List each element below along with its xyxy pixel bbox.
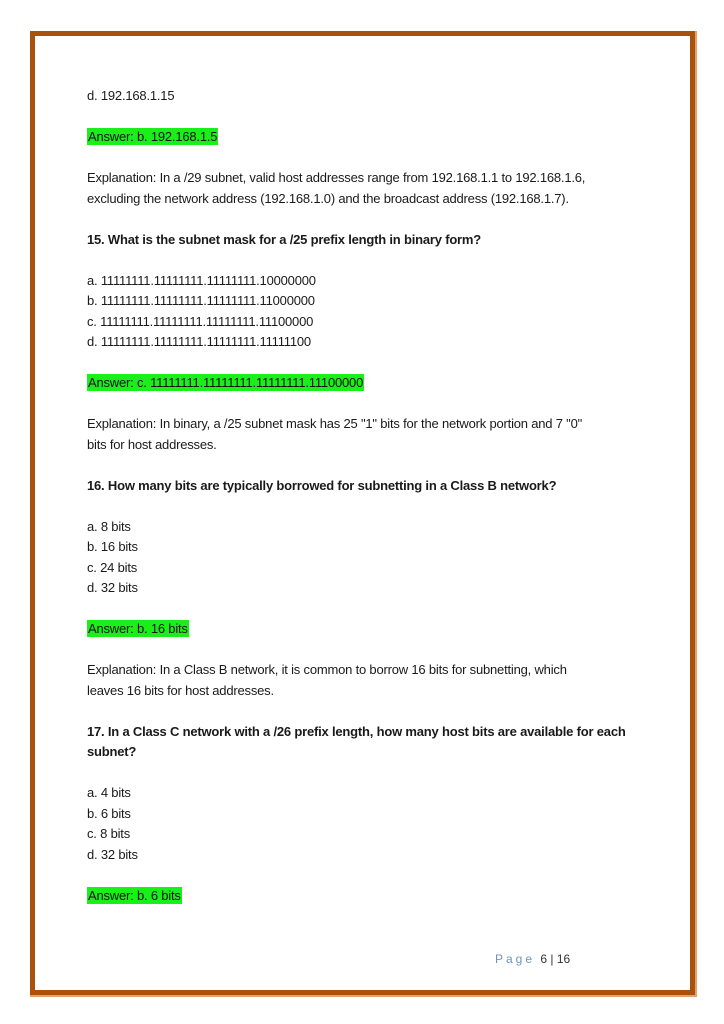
page-label: Page [495,952,536,966]
explanation-line: excluding the network address (192.168.1.0) and the broadcast address (192.168.1.7). [87,190,569,206]
page-footer [495,952,570,966]
page-content [87,86,667,906]
question-15: 15. What is the subnet mask for a /25 prefix length in binary form? [87,231,482,247]
answer-highlight: Answer: b. 192.168.1.5 [88,129,218,144]
option-b: b. 11111111.11111111.11111111.11000000 [87,293,315,308]
explanation-line: bits for host addresses. [87,436,217,452]
answer-line [87,886,667,907]
total-pages: 16 [556,952,571,966]
page-separator: | [550,952,554,966]
answer-highlight: Answer: b. 6 bits [88,887,181,903]
option-d: d. 11111111.11111111.11111111.11111100 [87,334,311,349]
option-c: c. 11111111.11111111.11111111.11100000 [87,313,314,329]
option-a: a. 8 bits [87,518,131,534]
option-c: c. 8 bits [87,826,130,841]
explanation-line: leaves 16 bits for host addresses. [87,682,274,698]
answer-line [87,619,667,640]
explanation-line: Explanation: In a Class B network, it is common to borrow 16 bits for subnetting, which [87,662,567,677]
option-d: d. 192.168.1.15 [87,88,175,103]
answer-line [87,373,667,394]
page-number: 6 [540,952,548,966]
option-b: b. 16 bits [87,539,138,554]
answer-highlight: Answer: c. 11111111.11111111.11111111.11100000 [88,375,364,390]
question-17: 17. In a Class C network with a /26 prefix length, how many host bits are available for each subnet? [87,723,626,759]
option-c: c. 24 bits [87,559,138,575]
option-b: b. 6 bits [87,805,131,821]
explanation-line: Explanation: In a /29 subnet, valid host addresses range from 192.168.1.1 to 192.168.1.6, [87,170,586,185]
explanation-line: Explanation: In binary, a /25 subnet mask has 25 "1" bits for the network portion and 7 "0" [87,416,583,431]
option-a: a. 4 bits [87,785,131,800]
answer-highlight: Answer: b. 16 bits [88,621,188,636]
answer-line [87,127,667,148]
option-d: d. 32 bits [87,846,138,862]
option-d: d. 32 bits [87,580,138,595]
option-a: a. 11111111.11111111.11111111.10000000 [87,272,316,288]
question-16: 16. How many bits are typically borrowed for subnetting in a Class B network? [87,477,557,493]
